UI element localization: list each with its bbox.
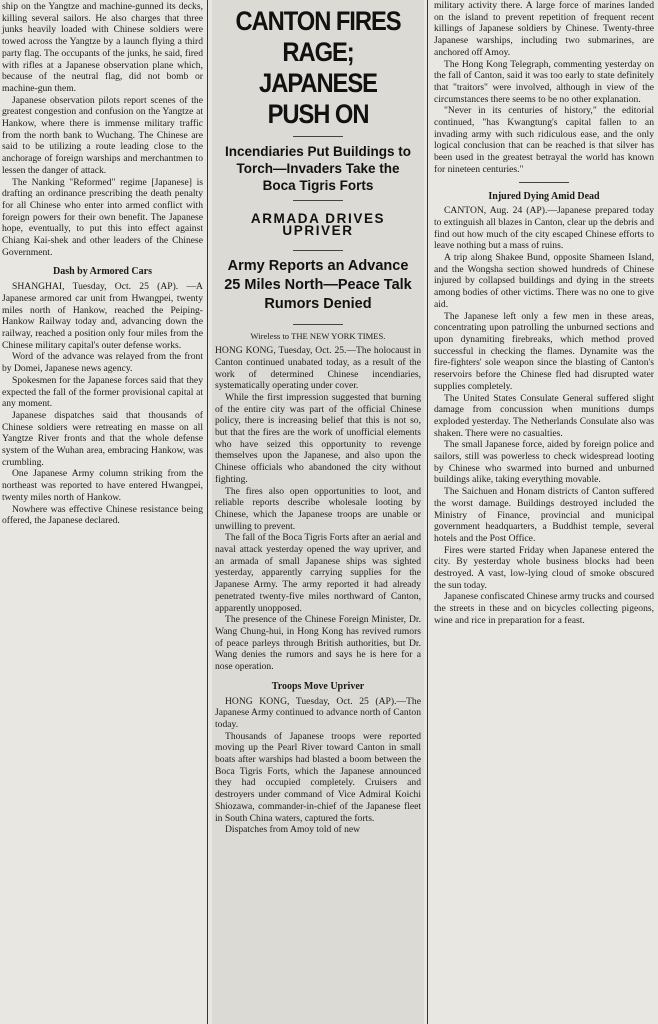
article-paragraph: HONG KONG, Tuesday, Oct. 25 (AP).—The Japanese Army continued to advance north of Canton today. bbox=[215, 695, 421, 730]
deck-one: Incendiaries Put Buildings to Torch—Invaders Take the Boca Tigris Forts bbox=[224, 144, 412, 193]
subhead: Troops Move Upriver bbox=[271, 680, 365, 692]
article-paragraph: Japanese confiscated Chinese army trucks and coursed the streets in these and on bicycles collecting pigeons, wine and rice in preparation for a feast. bbox=[434, 591, 654, 626]
article-paragraph: "Never in its centuries of history," the editorial continued, "has Kwangtung's capital fallen to an invading army with such ridiculous ease, and the only logical conclusion that can be reached is that silver has been used in the greatest betrayal the world has known for nineteen centuries." bbox=[434, 105, 654, 175]
article-paragraph: The Saichuen and Honam districts of Canton suffered the worst damage. Buildings destroyed included the Ministry of Finance, provincial and municipal government headquarters, a Buddhist temple, several hotels and the Post Office. bbox=[434, 486, 654, 544]
wire-credit: Wireless to THE NEW YORK TIMES. bbox=[250, 331, 386, 342]
article-paragraph: The Hong Kong Telegraph, commenting yesterday on the fall of Canton, said it was too early to state definitely that "traitors" were involved, although in view of the circumstances there seems to be no other explanation. bbox=[434, 58, 654, 105]
article-paragraph: Thousands of Japanese troops were reported moving up the Pearl River toward Canton in small boats after warships had blasted a boom between the Boca Tigris Forts, which the Japanese announced they had occupied completely. Cruisers and destroyers under command of Vice Admiral Koichi Shiozawa, commander-in-chief of the Japanese fleet in South China waters, captured the forts. bbox=[215, 730, 421, 824]
deck-two: ARMADA DRIVES UPRIVER bbox=[250, 211, 386, 238]
middle-column bbox=[212, 0, 424, 1024]
deck-three: Army Reports an Advance 25 Miles North—Peace Talk Rumors Denied bbox=[224, 258, 412, 313]
headline: CANTON FIRES RAGE; JAPANESE PUSH ON bbox=[235, 6, 401, 129]
right-column bbox=[430, 0, 658, 1024]
article-paragraph: Spokesmen for the Japanese forces said that they expected the fall of the former provisional capital at any moment. bbox=[2, 374, 203, 410]
divider bbox=[293, 250, 343, 251]
article-paragraph: The small Japanese force, aided by foreign police and sailors, still was powerless to check widespread looting by Chinese who swarmed into burned and unburned buildings alike, taking everything movable. bbox=[434, 439, 654, 486]
article-paragraph: The Japanese left only a few men in these areas, concentrating upon patrolling the unburned sections and upon dynamiting firebreaks, which method proved successful in checking the flames. Dynamite was the fire-fighters' sole weapon since the blasting of Canton's reservoirs before the Chinese fled had disrupted water supplies completely. bbox=[434, 310, 654, 392]
divider bbox=[293, 200, 343, 201]
article-paragraph: While the first impression suggested that burning of the entire city was part of the official Chinese policy, there is increasing belief that this is not so, but that the fires are the work of unofficial elements who have seized this opportunity to revenge themselves upon the Japanese, and also upon the Chinese officials who abandoned the city without fighting. bbox=[215, 391, 421, 485]
article-paragraph: Japanese observation pilots report scenes of the greatest congestion and confusion on the Yangtze at Hankow, where there is immense military traffic from the north bank to Wuchang. The Chinese are said to be utilizing a route leading close to the anchorage of foreign warships and merchantmen to lessen the danger of attack. bbox=[2, 94, 203, 176]
article-paragraph: SHANGHAI, Tuesday, Oct. 25 (AP). —A Japanese armored car unit from Hwangpei, twenty miles north of Hankow, reached the Peiping-Hankow Railway today and, advancing down the railway, reached a position only four miles from the Chinese military capital's outer defense works. bbox=[2, 281, 203, 351]
divider bbox=[293, 324, 343, 325]
article-paragraph: Fires were started Friday when Japanese entered the city. By yesterday whole business blocks had been destroyed. A vast, low-lying cloud of smoke obscured the sun today. bbox=[434, 544, 654, 591]
column-rule bbox=[427, 0, 428, 1024]
subhead: Dash by Armored Cars bbox=[53, 266, 152, 278]
article-paragraph: The fires also open opportunities to loot, and reliable reports describe wholesale looting by Chinese, which the Japanese troops are unable or unwilling to prevent. bbox=[215, 485, 421, 532]
subhead: Injured Dying Amid Dead bbox=[488, 190, 600, 202]
column-rule bbox=[207, 0, 208, 1024]
article-paragraph: Japanese dispatches said that thousands of Chinese soldiers were retreating en masse on all Yangtze River fronts and that the whole defense system of the Wuhan area, embracing Hankow, was crumbling. bbox=[2, 409, 203, 468]
article-paragraph: The fall of the Boca Tigris Forts after an aerial and naval attack yesterday opened the way upriver, and an armada of small Japanese ships was sighted yesterday, apparently carrying supplies for the Japanese Army. The army reported it had already penetrated twenty-five miles northward of Canton, apparently unopposed. bbox=[215, 532, 421, 614]
divider bbox=[519, 182, 569, 183]
article-paragraph: One Japanese Army column striking from the northeast was reported to have entered Hwangpei, twenty miles north of Hankow. bbox=[2, 468, 203, 503]
article-paragraph: The presence of the Chinese Foreign Minister, Dr. Wang Chung-hui, in Hong Kong has revived rumors of peace parleys through British authorities, but Dr. Wang denies the rumors and says he is here for a nose operation. bbox=[215, 614, 421, 673]
divider bbox=[293, 136, 343, 137]
article-paragraph: The United States Consulate General suffered slight damage from concussion when munitions dumps exploded yesterday. The Netherlands Consulate also was shaken. There were no casualties. bbox=[434, 392, 654, 439]
article-paragraph: Nowhere was effective Chinese resistance being offered, the Japanese declared. bbox=[2, 503, 203, 527]
article-paragraph: A trip along Shakee Bund, opposite Shameen Island, and the Wongsha section showed hundreds of Chinese injured by collapsed buildings and dying in the streets among bodies of other victims. There was no one to give aid. bbox=[434, 252, 654, 310]
article-paragraph: HONG KONG, Tuesday, Oct. 25.—The holocaust in Canton continued unabated today, as a result of the work of determined Chinese incendiaries, systematically operating under cover. bbox=[215, 345, 421, 392]
article-paragraph: CANTON, Aug. 24 (AP).—Japanese prepared today to extinguish all blazes in Canton, clear up the debris and find out how much of the city escaped Chinese efforts to leave nothing but a mass of ruins. bbox=[434, 205, 654, 252]
article-paragraph: Word of the advance was relayed from the front by Domei, Japanese news agency. bbox=[2, 351, 203, 375]
article-paragraph: The Nanking "Reformed" regime [Japanese] is drafting an ordinance prescribing the death penalty for all Chinese who enter into armed conflict with foreign powers for their own benefit. The Japanese hope, eventually, to put this into effect against Chiang Kai-shek and other leaders of the Chinese Government. bbox=[2, 176, 203, 258]
article-paragraph: Dispatches from Amoy told of new bbox=[225, 824, 361, 836]
article-paragraph: military activity there. A large force of marines landed on the island to prevent repetition of frequent recent killings of Japanese soldiers by Chinese. Twenty-three Japanese warships, including two submarines, are anchored off Amoy. bbox=[434, 0, 654, 58]
article-paragraph: ship on the Yangtze and machine-gunned its decks, killing several sailors. He also charges that three junks heavily loaded with Chinese soldiers were towed across the Yangtze by a launch flying a third party flag. The occupants of the junks, he said, fired with rifles at a Japanese observation plane which, because of the neutral flag, did not bomb or machine-gun them. bbox=[2, 1, 203, 94]
left-column bbox=[0, 0, 205, 1024]
